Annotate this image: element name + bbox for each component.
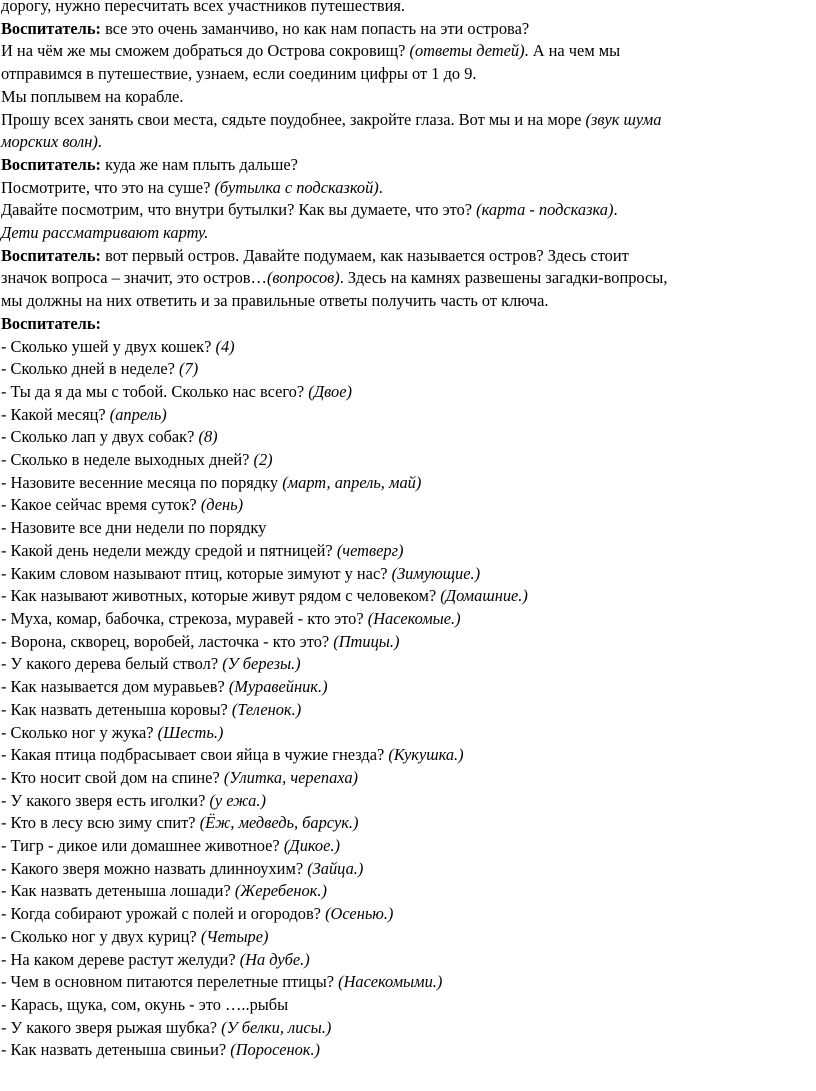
text: . <box>613 200 618 220</box>
speaker-label: Воспитатель: <box>1 18 101 38</box>
question-item <box>1 971 810 994</box>
question-text: - Как называют животных, которые живут рядом с человеком? <box>1 586 441 606</box>
question-answer: (у ежа.) <box>209 790 266 810</box>
question-item <box>1 835 810 858</box>
question-answer: (апрель) <box>109 404 167 424</box>
paragraph-line <box>1 109 810 132</box>
question-answer: (Зимующие.) <box>391 563 481 583</box>
question-answer: (Дикое.) <box>283 836 340 856</box>
text: значок вопроса – значит, это остров… <box>1 268 267 288</box>
question-item <box>1 767 810 790</box>
question-text: - Какое сейчас время суток? <box>1 495 201 515</box>
question-item <box>1 744 810 767</box>
question-answer: (Поросенок.) <box>230 1040 321 1060</box>
stage-note: морских волн) <box>1 132 98 152</box>
paragraph-line <box>1 267 810 290</box>
question-answer: (Теленок.) <box>231 699 302 719</box>
question-text: - Ворона, скворец, воробей, ласточка - кто это? <box>1 631 334 651</box>
paragraph-line <box>1 131 810 154</box>
question-item <box>1 880 810 903</box>
question-text: - Сколько ушей у двух кошек? <box>1 336 216 356</box>
question-answer: (Домашние.) <box>440 586 528 606</box>
question-text: - Какого зверя можно назвать длинноухим? <box>1 858 308 878</box>
text: Прошу всех занять свои места, сядьте поудобнее, закройте глаза. Вот мы и на море <box>1 109 586 129</box>
question-item <box>1 1017 810 1040</box>
question-answer: (4) <box>215 336 235 356</box>
paragraph-line <box>1 40 810 63</box>
question-text: - У какого зверя есть иголки? <box>1 790 210 810</box>
question-answer: (У березы.) <box>222 654 301 674</box>
question-answer: (Осенью.) <box>325 904 394 924</box>
paragraph-line <box>1 0 810 18</box>
question-item <box>1 903 810 926</box>
question-text: - Сколько ног у жука? <box>1 722 158 742</box>
speaker-label: Воспитатель: <box>1 313 101 333</box>
question-text: - Чем в основном питаются перелетные птицы? <box>1 972 339 992</box>
paragraph-line <box>1 222 810 245</box>
question-text: - Сколько лап у двух собак? <box>1 427 199 447</box>
question-item <box>1 358 810 381</box>
question-answer: (Улитка, черепаха) <box>223 767 358 787</box>
question-answer: (день) <box>200 495 244 515</box>
text: вот первый остров. Давайте подумаем, как называется остров? Здесь стоит <box>100 245 629 265</box>
question-answer: (Четыре) <box>200 926 269 946</box>
question-item <box>1 994 810 1017</box>
question-item <box>1 699 810 722</box>
question-answer: (Зайца.) <box>307 858 364 878</box>
question-item <box>1 608 810 631</box>
question-text: - У какого зверя рыжая шубка? <box>1 1017 222 1037</box>
question-text: - Назовите весенние месяца по порядку <box>1 472 283 492</box>
paragraph-line <box>1 86 810 109</box>
question-item <box>1 722 810 745</box>
text: И на чём же мы сможем добраться до Острова сокровищ? <box>1 41 410 61</box>
speaker-label: Воспитатель: <box>1 154 101 174</box>
question-item <box>1 585 810 608</box>
text: куда же нам плыть дальше? <box>100 154 298 174</box>
question-text: - Сколько дней в неделе? <box>1 359 180 379</box>
question-item <box>1 336 810 359</box>
question-text: - Сколько ног у двух куриц? <box>1 926 201 946</box>
text: отправимся в путешествие, узнаем, если соединим цифры от 1 до 9. <box>1 64 477 84</box>
question-text: - На каком дереве растут желуди? <box>1 949 240 969</box>
question-answer: (Двое) <box>308 381 352 401</box>
text: все это очень заманчиво, но как нам попасть на эти острова? <box>100 18 530 38</box>
question-text: - Когда собирают урожай с полей и огородов? <box>1 904 326 924</box>
speaker-label: Воспитатель: <box>1 245 101 265</box>
question-item <box>1 790 810 813</box>
stage-note: (вопросов) <box>266 268 340 288</box>
question-answer: (7) <box>179 359 199 379</box>
question-text: - Как назвать детеныша свиньи? <box>1 1040 231 1060</box>
question-answer: (Жеребенок.) <box>234 881 327 901</box>
question-text: - Кто носит свой дом на спине? <box>1 767 224 787</box>
question-answer: (Ёж, медведь, барсук.) <box>199 813 359 833</box>
text: Посмотрите, что это на суше? <box>1 177 215 197</box>
question-item <box>1 494 810 517</box>
text: мы должны на них ответить и за правильные ответы получить часть от ключа. <box>1 291 549 311</box>
question-item <box>1 517 810 540</box>
question-text: - Какой месяц? <box>1 404 110 424</box>
paragraph-line <box>1 18 810 41</box>
question-text: - Тигр - дикое или домашнее животное? <box>1 836 284 856</box>
text: . Здесь на камнях развешены загадки-вопросы, <box>339 268 668 288</box>
question-item <box>1 676 810 699</box>
question-item <box>1 926 810 949</box>
question-list <box>1 336 810 1063</box>
stage-note: (бутылка с подсказкой) <box>214 177 379 197</box>
question-answer: (март, апрель, май) <box>282 472 422 492</box>
question-text: - Назовите все дни недели по порядку <box>1 518 267 538</box>
paragraph-line <box>1 245 810 268</box>
question-item <box>1 472 810 495</box>
question-item <box>1 449 810 472</box>
text: дорогу, нужно пересчитать всех участников путешествия. <box>1 0 405 15</box>
paragraph-line <box>1 313 810 336</box>
paragraph-line <box>1 154 810 177</box>
question-text: - Карась, щука, сом, окунь - это …..рыбы <box>1 994 289 1014</box>
paragraph-line <box>1 290 810 313</box>
question-text: - Муха, комар, бабочка, стрекоза, муравей - кто это? <box>1 608 368 628</box>
question-text: - Ты да я да мы с тобой. Сколько нас всего? <box>1 381 309 401</box>
question-text: - Кто в лесу всю зиму спит? <box>1 813 200 833</box>
stage-note: (звук шума <box>585 109 662 129</box>
question-item <box>1 404 810 427</box>
question-item <box>1 653 810 676</box>
text: Мы поплывем на корабле. <box>1 86 184 106</box>
stage-note: Дети рассматривают карту. <box>1 223 209 243</box>
question-item <box>1 426 810 449</box>
question-answer: (Птицы.) <box>333 631 400 651</box>
question-answer: (На дубе.) <box>239 949 310 969</box>
question-text: - Как называется дом муравьев? <box>1 677 229 697</box>
stage-note: (ответы детей) <box>409 41 525 61</box>
question-answer: (Кукушка.) <box>388 745 464 765</box>
text: . <box>378 177 383 197</box>
question-item <box>1 540 810 563</box>
text: . <box>97 132 102 152</box>
question-answer: (8) <box>198 427 218 447</box>
question-text: - Как назвать детеныша коровы? <box>1 699 232 719</box>
question-answer: (Насекомые.) <box>367 608 461 628</box>
question-text: - Сколько в неделе выходных дней? <box>1 450 254 470</box>
question-text: - Какая птица подбрасывает свои яйца в чужие гнезда? <box>1 745 389 765</box>
question-item <box>1 949 810 972</box>
question-item <box>1 563 810 586</box>
question-item <box>1 631 810 654</box>
stage-note: (карта - подсказка) <box>476 200 614 220</box>
question-item <box>1 1039 810 1062</box>
question-answer: (Муравейник.) <box>228 677 328 697</box>
question-answer: (Насекомыми.) <box>338 972 443 992</box>
question-answer: (четверг) <box>336 540 404 560</box>
question-item <box>1 812 810 835</box>
question-answer: (2) <box>253 450 273 470</box>
question-text: - Каким словом называют птиц, которые зимуют у нас? <box>1 563 392 583</box>
question-text: - Какой день недели между средой и пятницей? <box>1 540 337 560</box>
text: Давайте посмотрим, что внутри бутылки? Как вы думаете, что это? <box>1 200 477 220</box>
question-text: - У какого дерева белый ствол? <box>1 654 223 674</box>
question-answer: (У белки, лисы.) <box>221 1017 332 1037</box>
question-item <box>1 858 810 881</box>
text: . А на чем мы <box>524 41 621 61</box>
question-answer: (Шесть.) <box>157 722 224 742</box>
paragraph-line <box>1 63 810 86</box>
question-item <box>1 381 810 404</box>
paragraph-line <box>1 199 810 222</box>
paragraph-line <box>1 177 810 200</box>
question-text: - Как назвать детеныша лошади? <box>1 881 235 901</box>
